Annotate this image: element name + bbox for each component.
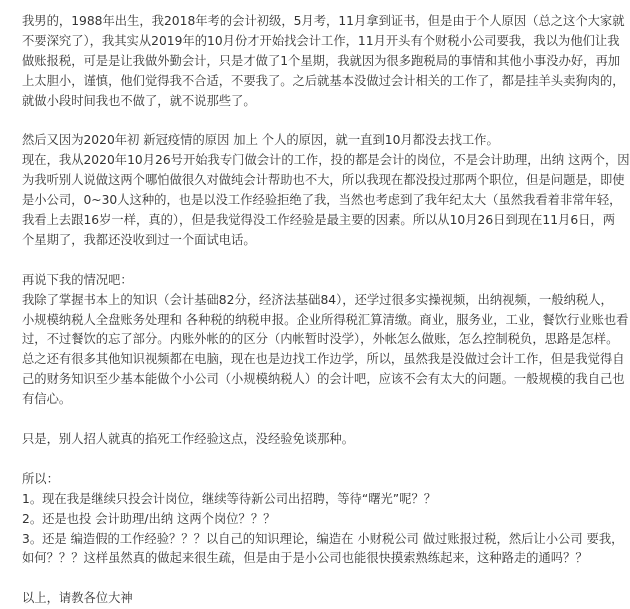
post-text-line: 是小公司，0~30人这种的，也是以没工作经验拒绝了我，当然也考虑到了我年纪太大（虽然我看着非常年轻， xyxy=(22,193,622,208)
post-paragraph xyxy=(22,470,624,570)
post-text-line: 只是，别人招人就真的掐死工作经验这点，没经验免谈那种。 xyxy=(22,431,355,446)
post-text-line: 总之还有很多其他知识视频都在电脑，现在也是边找工作边学，所以，虽然我是没做过会计工作，但是我觉得自 xyxy=(22,352,625,367)
post-text-line: 然后又因为2020年初 新冠疫情的原因 加上 个人的原因，就一直到10月都没去找工作。 xyxy=(22,133,499,148)
post-text-line: 为我听别人说做这两个哪怕做很久对做纯会计帮助也不大，所以我现在都没投过那两个职位，但是问题是，即使 xyxy=(22,173,625,188)
post-text-line: 做账报税，可是是让我做外勤会计，只是才做了1个星期，我就因为很多跑税局的事情和其他小事没办好，再加 xyxy=(22,53,621,68)
post-text-line: 以上，请教各位大神 xyxy=(22,591,133,606)
post-text-line: 1。现在我是继续只投会计岗位，继续等待新公司出招聘，等待“曙光”呢？？ xyxy=(22,491,437,506)
post-paragraph xyxy=(22,131,630,250)
paragraph-gap xyxy=(22,410,612,430)
post-text-line: 个星期了，我都还没收到过一个面试电话。 xyxy=(22,232,256,247)
post-text-line: 再说下我的情况吧： xyxy=(22,272,133,287)
post-text-line: 我看上去跟16岁一样，真的），但是我觉得没工作经验是最主要的因素。所以从10月26日到现在11月6日，两 xyxy=(22,213,616,228)
post-text-line: 有信心。 xyxy=(22,392,72,407)
post-text-line: 2。还是也投 会计助理/出纳 这两个岗位？？？ xyxy=(22,511,276,526)
post-text-line: 现在，我从2020年10月26号开始我专门做会计的工作，投的都是会计的岗位，不是会计助理，出纳 这两个，因 xyxy=(22,153,630,168)
post-text-line: 就做小段时间我也不做了，就不说那些了。 xyxy=(22,93,256,108)
post-paragraph xyxy=(22,430,612,450)
paragraph-gap xyxy=(22,450,612,470)
post-text-line: 我除了掌握书本上的知识（会计基础82分，经济法基础84），还学过很多实操视频，出纳视频，一般纳税人， xyxy=(22,292,613,307)
post-text-line: 如何？？？这样虽然真的做起来很生疏，但是由于是小公司也能很快摸索熟练起来，这种路走的通吗？？ xyxy=(22,551,588,566)
post-body xyxy=(22,12,630,609)
paragraph-gap xyxy=(22,112,612,132)
post-paragraph xyxy=(22,12,625,112)
post-text-line: 不要深究了），我其实从2019年的10月份才开始找会计工作，11月开头有个财税小公司要我，我以为他们让我 xyxy=(22,33,620,48)
post-text-line: 上太胆小，谨慎，他们觉得我不合适，不要我了。之后就基本没做过会计相关的工作了，都是挂羊头卖狗肉的， xyxy=(22,73,625,88)
post-text-line: 所以： xyxy=(22,471,59,486)
post-text-line: 3。还是 编造假的工作经验？？？以自己的知识理论，编造在 小财税公司 做过账报过税，然后让小公司 要我， xyxy=(22,531,624,546)
post-paragraph xyxy=(22,271,629,410)
paragraph-gap xyxy=(22,569,612,589)
post-paragraph xyxy=(22,589,612,609)
post-text-line: 过，不过餐饮的忘了部分。内账外帐的的区分（内帐暂时没学），外帐怎么做账，怎么控制税负，思路是怎样。 xyxy=(22,332,619,347)
post-text-line: 小规模纳税人全盘账务处理和 各种税的纳税申报。企业所得税汇算清缴。商业，服务业，工业，餐饮行业账也看 xyxy=(22,312,629,327)
post-text-line: 己的财务知识至少基本能做个小公司（小规模纳税人）的会计吧，应该不会有太大的问题。一般规模的我自己也 xyxy=(22,372,625,387)
post-text-line: 我男的，1988年出生，我2018年考的会计初级，5月考，11月拿到证书，但是由于个人原因（总之这个大家就 xyxy=(22,14,625,28)
paragraph-gap xyxy=(22,251,612,271)
